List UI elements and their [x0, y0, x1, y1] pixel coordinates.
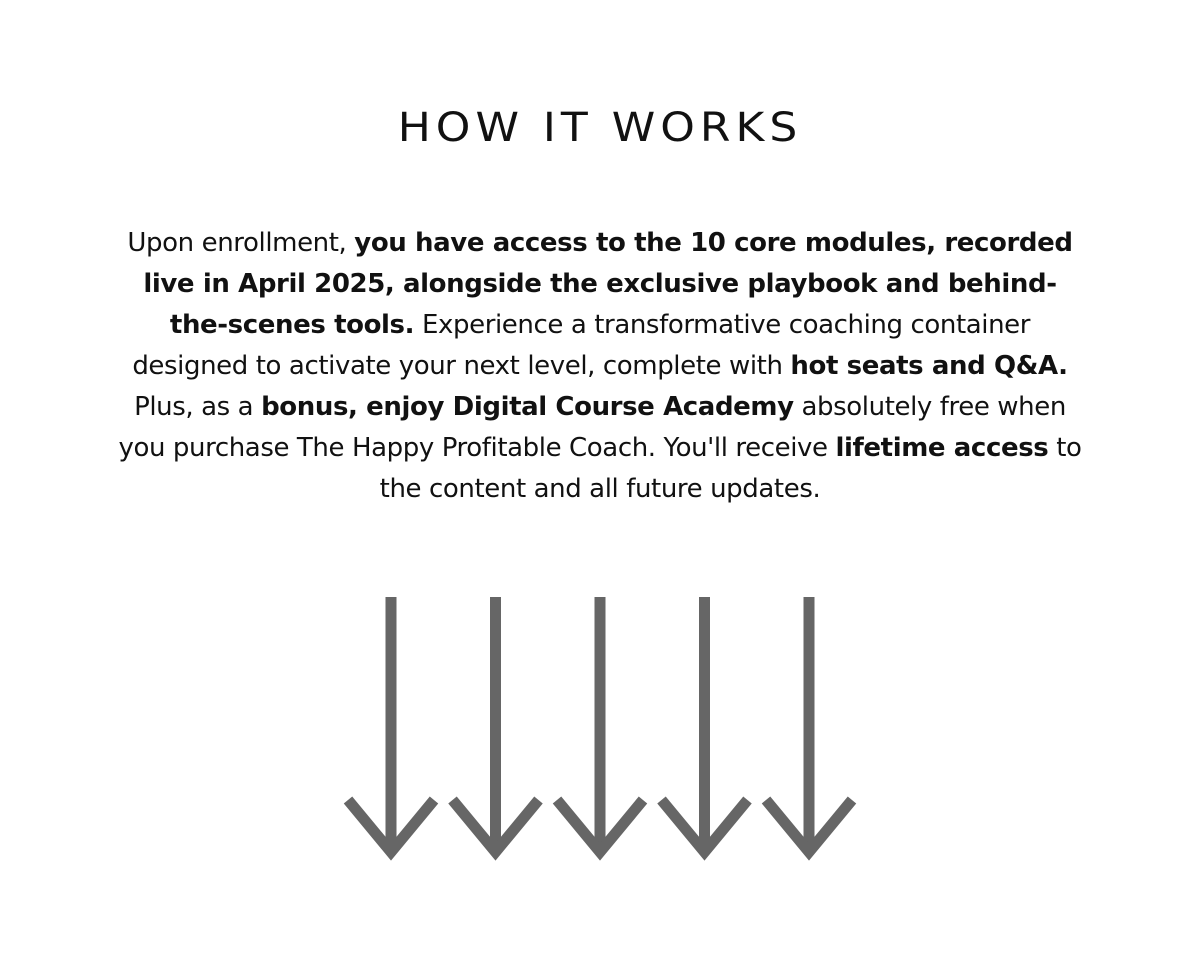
- arrow-down-icon: [766, 597, 852, 852]
- paragraph-text: Upon enrollment,: [127, 228, 355, 258]
- paragraph-text: to the content and all future updates.: [379, 433, 1082, 504]
- section-heading: HOW IT WORKS: [397, 104, 803, 151]
- arrows-group: [330, 590, 870, 880]
- arrow-down-icon: [453, 597, 539, 852]
- arrow-down-icon: [557, 597, 643, 852]
- description-paragraph: [116, 223, 1084, 510]
- paragraph-emphasis: hot seats and Q&A.: [790, 351, 1068, 381]
- arrow-down-icon: [662, 597, 748, 852]
- paragraph-emphasis: bonus, enjoy Digital Course Academy: [261, 392, 794, 422]
- paragraph-text: absolutely free when you purchase The Happy Profitable Coach. You'll receive: [118, 392, 1066, 463]
- paragraph-text: Experience a transformative coaching container designed to activate your next level, complete with: [132, 310, 1031, 381]
- arrow-down-icon: [348, 597, 434, 852]
- paragraph-emphasis: you have access to the 10 core modules, recorded live in April 2025, alongside the exclusive playbook and behind-the-scenes tools.: [143, 228, 1073, 340]
- paragraph-emphasis: lifetime access: [835, 433, 1049, 463]
- paragraph-text: Plus, as a: [134, 392, 262, 422]
